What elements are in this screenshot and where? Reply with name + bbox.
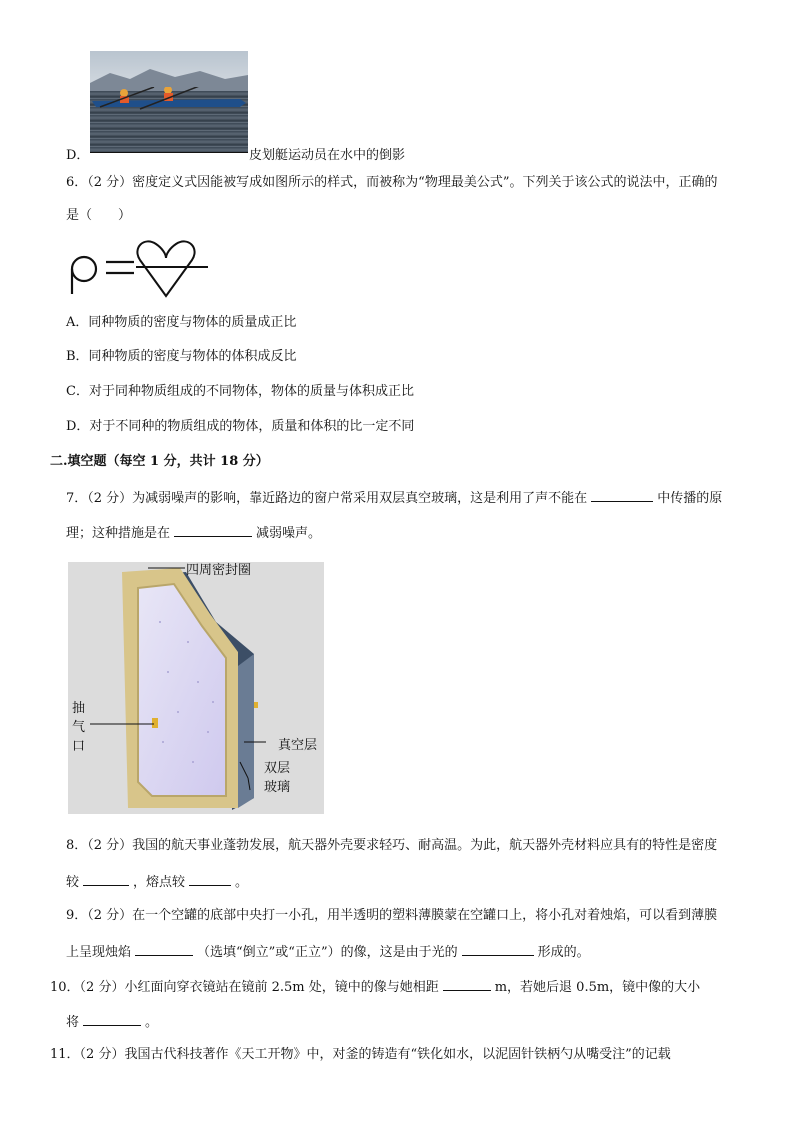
q6-stem-line2: 是（ ） (66, 208, 132, 223)
q11-line1: 11．（2 分）我国古代科技著作《天工开物》中，对釜的铸造有“铁化如水，以泥固针铁柄勺从嘴受注”的记载 (50, 1047, 671, 1062)
q9-text-1: 上呈现烛焰 (66, 945, 132, 960)
fig-label-pump-1: 抽 (72, 701, 86, 716)
q5-option-d-text: 皮划艇运动员在水中的倒影 (249, 148, 406, 163)
q6-option-c: C．对于同种物质组成的不同物体，物体的质量与体积成正比 (66, 384, 414, 399)
fig-label-double-1: 双层 (264, 761, 291, 776)
q8-line1: 8．（2 分）我国的航天事业蓬勃发展，航天器外壳要求轻巧、耐高温。为此，航天器外壳材料应具有的特性是密度 (66, 838, 718, 853)
kayak-photo (90, 51, 248, 153)
q8-line2 (66, 872, 248, 892)
q9-blank-1[interactable] (135, 942, 193, 956)
q7-text-4: 减弱噪声。 (256, 526, 322, 541)
q10-text-3: 将 (66, 1015, 80, 1030)
q7-line2 (66, 523, 321, 543)
fig-label-seal: 四周密封圈 (186, 563, 252, 578)
fig-label-vacuum: 真空层 (278, 738, 318, 753)
q8-text-1: 较 (66, 875, 80, 890)
q10-line1 (50, 977, 700, 997)
q10-blank-1[interactable] (443, 977, 491, 991)
q9-text-2: （选填“倒立”或“正立”）的像，这是由于光的 (197, 945, 458, 960)
q5-option-d-label: D． (66, 148, 90, 163)
q5-option-d-underline (90, 152, 248, 153)
q7-blank-2[interactable] (174, 523, 252, 537)
fig-label-pump-3: 口 (72, 739, 86, 754)
fig-label-double-2: 玻璃 (264, 780, 291, 795)
q8-blank-2[interactable] (189, 872, 231, 886)
q7-text-3: 理；这种措施是在 (66, 526, 171, 541)
q7-blank-1[interactable] (591, 488, 653, 502)
q8-blank-1[interactable] (83, 872, 129, 886)
q6-option-a: A．同种物质的密度与物体的质量成正比 (66, 315, 297, 330)
q10-text-2: m，若她后退 0.5m，镜中像的大小 (494, 980, 701, 995)
q7-text-1: 7．（2 分）为减弱噪声的影响，靠近路边的窗户常采用双层真空玻璃，这是利用了声不能在 (66, 491, 588, 506)
q9-line2 (66, 942, 590, 962)
q6-option-d: D．对于不同种的物质组成的物体，质量和体积的比一定不同 (66, 419, 415, 434)
q10-text-4: 。 (145, 1015, 159, 1030)
q6-stem-line1: 6．（2 分）密度定义式因能被写成如图所示的样式，而被称为“物理最美公式”。下列关于该公式的说法中，正确的 (66, 175, 718, 190)
q10-line2 (66, 1012, 158, 1032)
q10-blank-2[interactable] (83, 1012, 141, 1026)
fig-label-pump-2: 气 (72, 720, 86, 735)
q10-text-1: 10．（2 分）小红面向穿衣镜站在镜前 2.5m 处，镜中的像与她相距 (50, 980, 439, 995)
q8-text-2: ，熔点较 (133, 875, 186, 890)
q7-line1 (66, 488, 722, 508)
q9-blank-2[interactable] (462, 942, 534, 956)
q7-text-2: 中传播的原 (657, 491, 723, 506)
density-formula-figure (66, 238, 216, 300)
q9-line1: 9．（2 分）在一个空罐的底部中央打一小孔，用半透明的塑料薄膜蒙在空罐口上，将小孔对着烛焰，可以看到薄膜 (66, 908, 718, 923)
q9-text-3: 形成的。 (537, 945, 590, 960)
section-heading: 二.填空题（每空 1 分，共计 18 分） (50, 454, 269, 469)
q6-option-b: B．同种物质的密度与物体的体积成反比 (66, 349, 297, 364)
q8-text-3: 。 (235, 875, 249, 890)
